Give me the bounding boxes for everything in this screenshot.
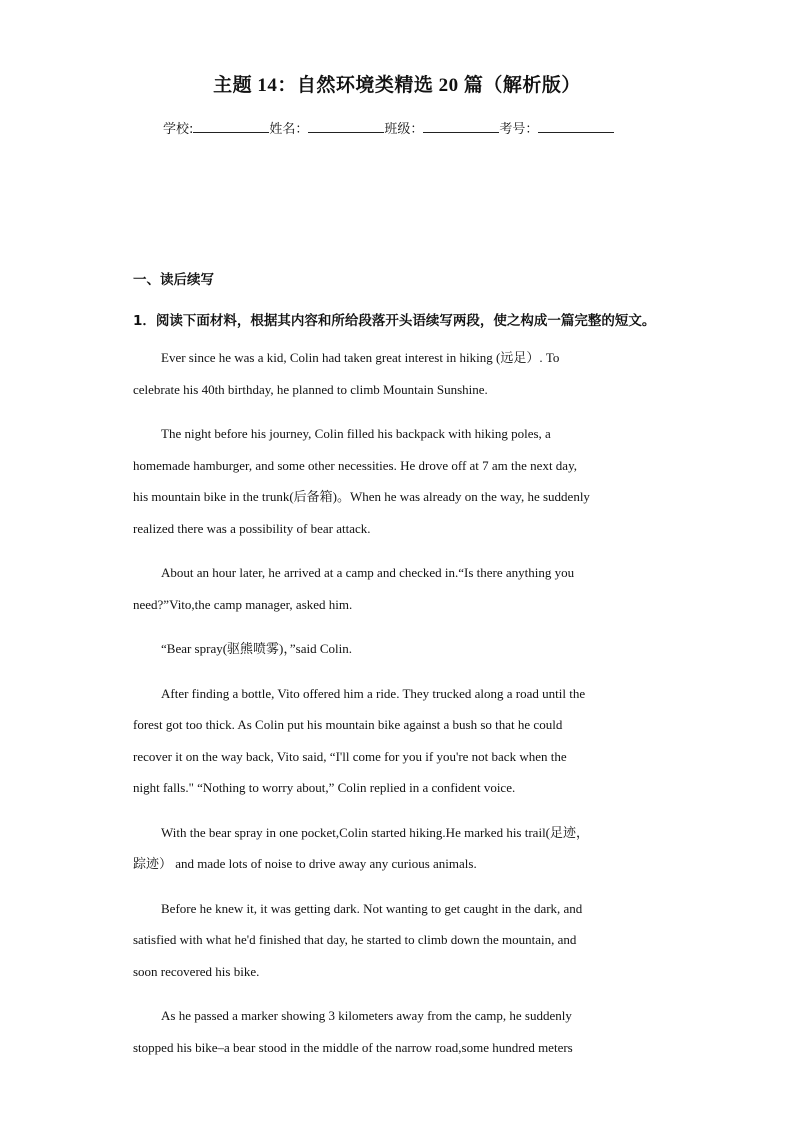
passage bbox=[133, 342, 673, 1076]
text-line: About an hour later, he arrived at a camp and checked in.“Is there anything you bbox=[161, 565, 575, 580]
document-title: 主题 14：自然环境类精选 20 篇（解析版） bbox=[213, 75, 581, 96]
text-line: Ever since he was a kid, Colin had taken great interest in hiking (远足）. To bbox=[161, 350, 560, 365]
text-line: As he passed a marker showing 3 kilometers away from the camp, he suddenly bbox=[161, 1008, 572, 1023]
name-blank bbox=[308, 120, 384, 133]
class-label: 班级： bbox=[384, 122, 424, 137]
text-line: night falls." “Nothing to worry about,” Colin replied in a confident voice. bbox=[133, 780, 516, 795]
text-line: soon recovered his bike. bbox=[133, 963, 260, 979]
school-label: 学校: bbox=[163, 122, 194, 137]
text-line: After finding a bottle, Vito offered him a ride. They trucked along a road until the bbox=[161, 685, 586, 701]
text-line: celebrate his 40th birthday, he planned to climb Mountain Sunshine. bbox=[133, 381, 488, 397]
id-label: 考号： bbox=[499, 122, 539, 137]
class-blank bbox=[423, 120, 499, 133]
text-line: “Bear spray(驱熊喷雾)，”said Colin. bbox=[161, 641, 352, 656]
paragraph-1 bbox=[133, 342, 673, 405]
text-line: forest got too thick. As Colin put his mountain bike against a bush so that he could bbox=[133, 717, 563, 732]
text-line: The night before his journey, Colin filled his backpack with hiking poles, a bbox=[161, 426, 551, 441]
text-line: homemade hamburger, and some other necessities. He drove off at 7 am the next day, bbox=[133, 457, 577, 473]
paragraph-4 bbox=[133, 633, 673, 665]
paragraph-7 bbox=[133, 893, 673, 988]
text-line: need?”Vito,the camp manager, asked him. bbox=[133, 596, 353, 612]
school-blank bbox=[193, 120, 269, 133]
paragraph-8 bbox=[133, 1000, 673, 1063]
paragraph-6 bbox=[133, 817, 673, 880]
text-line: stopped his bike–a bear stood in the middle of the narrow road,some hundred meters bbox=[133, 1039, 573, 1055]
text-line: 踪迹） and made lots of noise to drive away any curious animals. bbox=[133, 856, 477, 871]
id-blank bbox=[538, 120, 614, 133]
name-label: 姓名： bbox=[269, 122, 309, 137]
student-info-line bbox=[163, 118, 614, 137]
text-line: recover it on the way back, Vito said, “I'll come for you if you're not back when the bbox=[133, 748, 567, 764]
section-heading: 一、读后续写 bbox=[133, 272, 214, 288]
text-line: realized there was a possibility of bear attack. bbox=[133, 520, 371, 536]
text-line: satisfied with what he'd finished that day, he started to climb down the mountain, and bbox=[133, 932, 577, 947]
text-line: With the bear spray in one pocket,Colin started hiking.He marked his trail(足迹， bbox=[161, 824, 590, 840]
text-line: his mountain bike in the trunk(后备箱)。When he was already on the way, he suddenly bbox=[133, 489, 590, 504]
paragraph-5 bbox=[133, 678, 673, 804]
paragraph-2 bbox=[133, 418, 673, 544]
question-instruction: 1．阅读下面材料，根据其内容和所给段落开头语续写两段，使之构成一篇完整的短文。 bbox=[133, 313, 656, 329]
text-line: Before he knew it, it was getting dark. Not wanting to get caught in the dark, and bbox=[161, 900, 583, 916]
paragraph-3 bbox=[133, 557, 673, 620]
